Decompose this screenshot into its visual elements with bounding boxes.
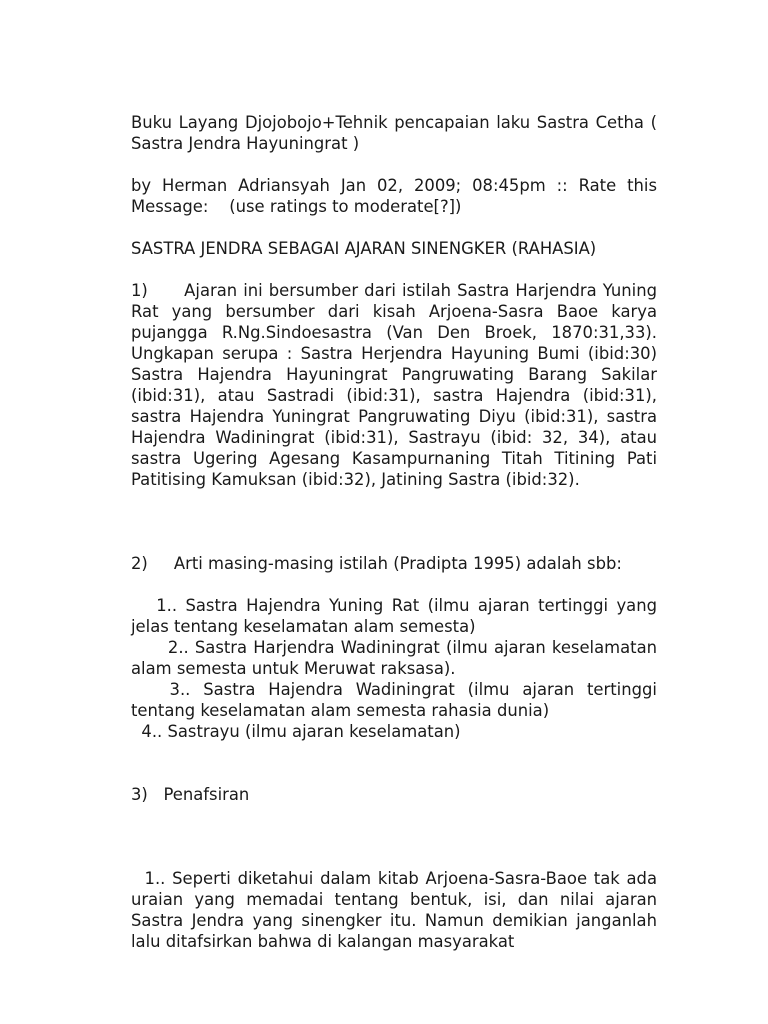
section-2-paragraph: 2) Arti masing-masing istilah (Pradipta 1995) adalah sbb: (131, 554, 622, 573)
section-heading: SASTRA JENDRA SEBAGAI AJARAN SINENGKER (RAHASIA) (131, 239, 597, 258)
document-byline: by Herman Adriansyah Jan 02, 2009; 08:45pm :: Rate this Message: (use ratings to moderate[?]) (131, 176, 663, 216)
list-item: 2.. Sastra Harjendra Wadiningrat (ilmu ajaran keselamatan alam semesta untuk Meruwat raksasa). (131, 638, 663, 678)
document-body (131, 112, 663, 952)
section-1-paragraph: 1) Ajaran ini bersumber dari istilah Sastra Harjendra Yuning Rat yang bersumber dari kisah Arjoena-Sasra Baoe karya pujangga R.Ng.Sindoesastra (Van Den Broek, 1870:31,33). Ungkapan serupa : Sastra Herjendra Hayuning Bumi (ibid:30) Sastra Hajendra Hayuningrat Pangruwating Barang Sakilar (ibid:31), atau Sastradi (ibid:31), sastra Hajendra (ibid:31), sastra Hajendra Yuningrat Pangruwating Diyu (ibid:31), sastra Hajendra Wadiningrat (ibid:31), Sastrayu (ibid: 32, 34), atau sastra Ugering Agesang Kasampurnaning Titah Titining Pati Patitising Kamuksan (ibid:32), Jatining Sastra (ibid:32). (131, 281, 663, 489)
document-title: Buku Layang Djojobojo+Tehnik pencapaian laku Sastra Cetha ( Sastra Jendra Hayuningrat ) (131, 113, 663, 153)
list-item: 1.. Sastra Hajendra Yuning Rat (ilmu ajaran tertinggi yang jelas tentang keselamatan alam semesta) (131, 596, 663, 636)
section-3-heading: 3) Penafsiran (131, 785, 250, 804)
list-item: 4.. Sastrayu (ilmu ajaran keselamatan) (131, 722, 461, 741)
list-item: 3.. Sastra Hajendra Wadiningrat (ilmu ajaran tertinggi tentang keselamatan alam semesta rahasia dunia) (131, 680, 663, 720)
section-3-paragraph: 1.. Seperti diketahui dalam kitab Arjoena-Sasra-Baoe tak ada uraian yang memadai tentang bentuk, isi, dan nilai ajaran Sastra Jendra yang sinengker itu. Namun demikian janganlah lalu ditafsirkan bahwa di kalangan masyarakat (131, 869, 663, 951)
